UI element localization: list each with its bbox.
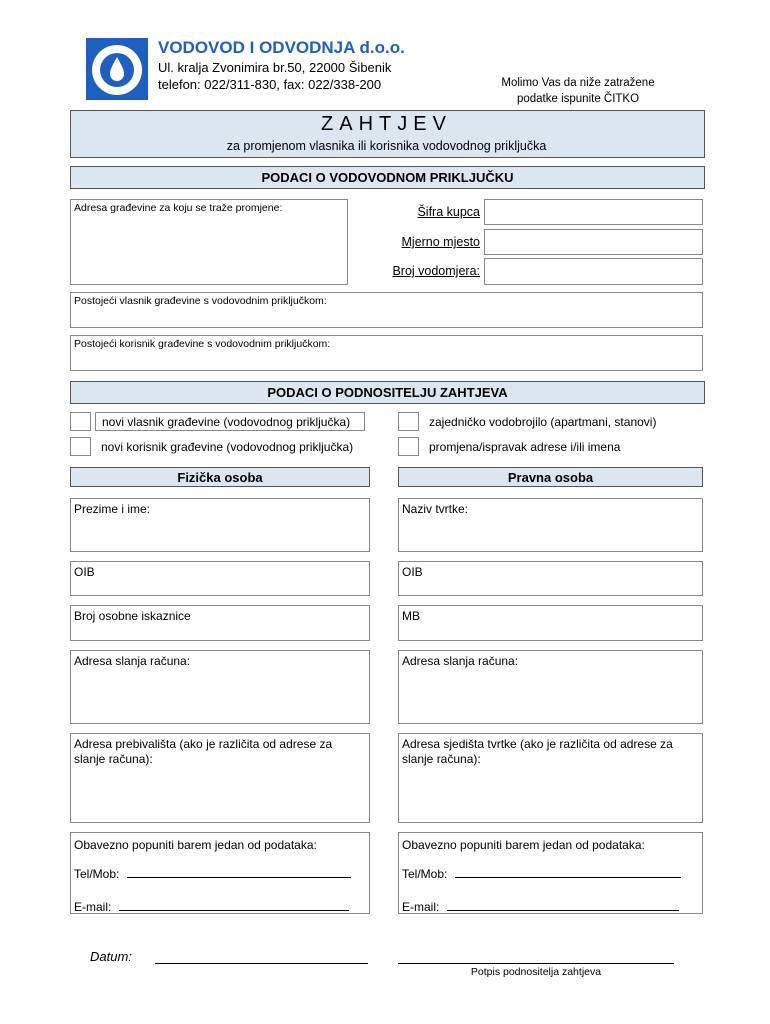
fill-instruction-line1: Molimo Vas da niže zatražene (501, 77, 655, 89)
natural-residence-label: Adresa prebivališta (ako je različita od adrese za slanje računa): (74, 737, 333, 766)
new-owner-option (95, 412, 365, 431)
form-subtitle: za promjenom vlasnika ili korisnika vodovodnog priključka (226, 139, 547, 153)
natural-oib-field[interactable] (70, 561, 370, 596)
company-address: Ul. kralja Zvonimira br.50, 22000 Šibenik (158, 60, 392, 75)
new-user-label: novi korisnik građevine (vodovodnog priključka) (101, 440, 354, 454)
legal-tel-label: Tel/Mob: (402, 867, 448, 881)
natural-oib-label: OIB (74, 565, 95, 579)
building-address-label: Adresa građevine za koju se traže promjene: (74, 202, 283, 214)
company-address-block (158, 59, 391, 93)
legal-oib-field[interactable] (398, 561, 703, 596)
metering-point-label: Mjerno mjesto (401, 235, 480, 249)
existing-owner-field[interactable] (70, 292, 703, 328)
address-change-checkbox[interactable] (398, 437, 419, 456)
natural-tel-row (74, 865, 351, 881)
section-applicant-heading: PODACI O PODNOSITELJU ZAHTJEVA (70, 381, 705, 404)
natural-residence-field[interactable] (70, 733, 370, 823)
legal-billing-field[interactable] (398, 650, 703, 724)
natural-tel-label: Tel/Mob: (74, 867, 120, 881)
natural-contact-note: Obavezno popuniti barem jedan od podataka: (74, 838, 317, 852)
date-line[interactable] (155, 963, 368, 964)
natural-billing-field[interactable] (70, 650, 370, 724)
existing-user-field[interactable] (70, 335, 703, 371)
legal-billing-label: Adresa slanja računa: (402, 654, 519, 668)
date-label: Datum: (90, 949, 132, 964)
fill-instruction (478, 75, 678, 107)
legal-tel-line[interactable] (455, 865, 681, 878)
legal-mb-label: MB (402, 609, 420, 623)
natural-email-label: E-mail: (74, 900, 112, 914)
address-change-label: promjena/ispravak adrese i/ili imena (429, 440, 621, 454)
customer-code-label: Šifra kupca (417, 205, 480, 219)
legal-oib-label: OIB (402, 565, 423, 579)
new-owner-label: novi vlasnik građevine (vodovodnog priključka) (102, 415, 351, 429)
water-drop-logo-icon (86, 38, 148, 100)
company-logo (86, 38, 148, 100)
shared-meter-checkbox[interactable] (398, 412, 419, 431)
natural-tel-line[interactable] (127, 865, 351, 878)
legal-name-field[interactable] (398, 498, 703, 552)
shared-meter-label: zajedničko vodobrojilo (apartmani, stanovi) (429, 415, 657, 429)
natural-id-label: Broj osobne iskaznice (74, 609, 191, 623)
section-connection-heading: PODACI O VODOVODNOM PRIKLJUČKU (70, 166, 705, 189)
natural-name-field[interactable] (70, 498, 370, 552)
natural-billing-label: Adresa slanja računa: (74, 654, 191, 668)
building-address-field[interactable] (70, 199, 348, 285)
signature-label: Potpis podnositelja zahtjeva (470, 966, 602, 978)
natural-email-line[interactable] (119, 898, 349, 911)
existing-owner-label: Postojeći vlasnik građevine s vodovodnim priključkom: (74, 295, 327, 307)
natural-person-heading: Fizička osoba (70, 467, 370, 487)
legal-seat-label: Adresa sjedišta tvrtke (ako je različita od adrese za slanje računa): (402, 737, 673, 766)
legal-person-heading: Pravna osoba (398, 467, 703, 487)
legal-mb-field[interactable] (398, 605, 703, 641)
legal-contact-box (398, 832, 703, 914)
meter-number-input[interactable] (484, 258, 703, 285)
natural-id-field[interactable] (70, 605, 370, 641)
meter-number-label: Broj vodomjera: (392, 264, 480, 278)
new-owner-checkbox[interactable] (70, 412, 91, 431)
legal-tel-row (402, 865, 681, 881)
legal-email-row (402, 898, 679, 914)
legal-email-label: E-mail: (402, 900, 440, 914)
existing-user-label: Postojeći korisnik građevine s vodovodnim priključkom: (74, 338, 331, 350)
natural-email-row (74, 898, 349, 914)
form-title: ZAHTJEV (321, 113, 452, 135)
natural-contact-box (70, 832, 370, 914)
company-phone: telefon: 022/311-830, fax: 022/338-200 (158, 77, 382, 92)
legal-contact-note: Obavezno popuniti barem jedan od podataka: (402, 838, 645, 852)
legal-name-label: Naziv tvrtke: (402, 502, 469, 516)
metering-point-input[interactable] (484, 229, 703, 255)
new-user-checkbox[interactable] (70, 437, 91, 456)
signature-line[interactable] (398, 963, 674, 964)
legal-seat-field[interactable] (398, 733, 703, 823)
company-name: VODOVOD I ODVODNJA d.o.o. (158, 38, 405, 57)
fill-instruction-line2: podatke ispunite ČITKO (516, 93, 640, 105)
natural-name-label: Prezime i ime: (74, 502, 151, 516)
legal-email-line[interactable] (447, 898, 679, 911)
customer-code-input[interactable] (484, 199, 703, 225)
